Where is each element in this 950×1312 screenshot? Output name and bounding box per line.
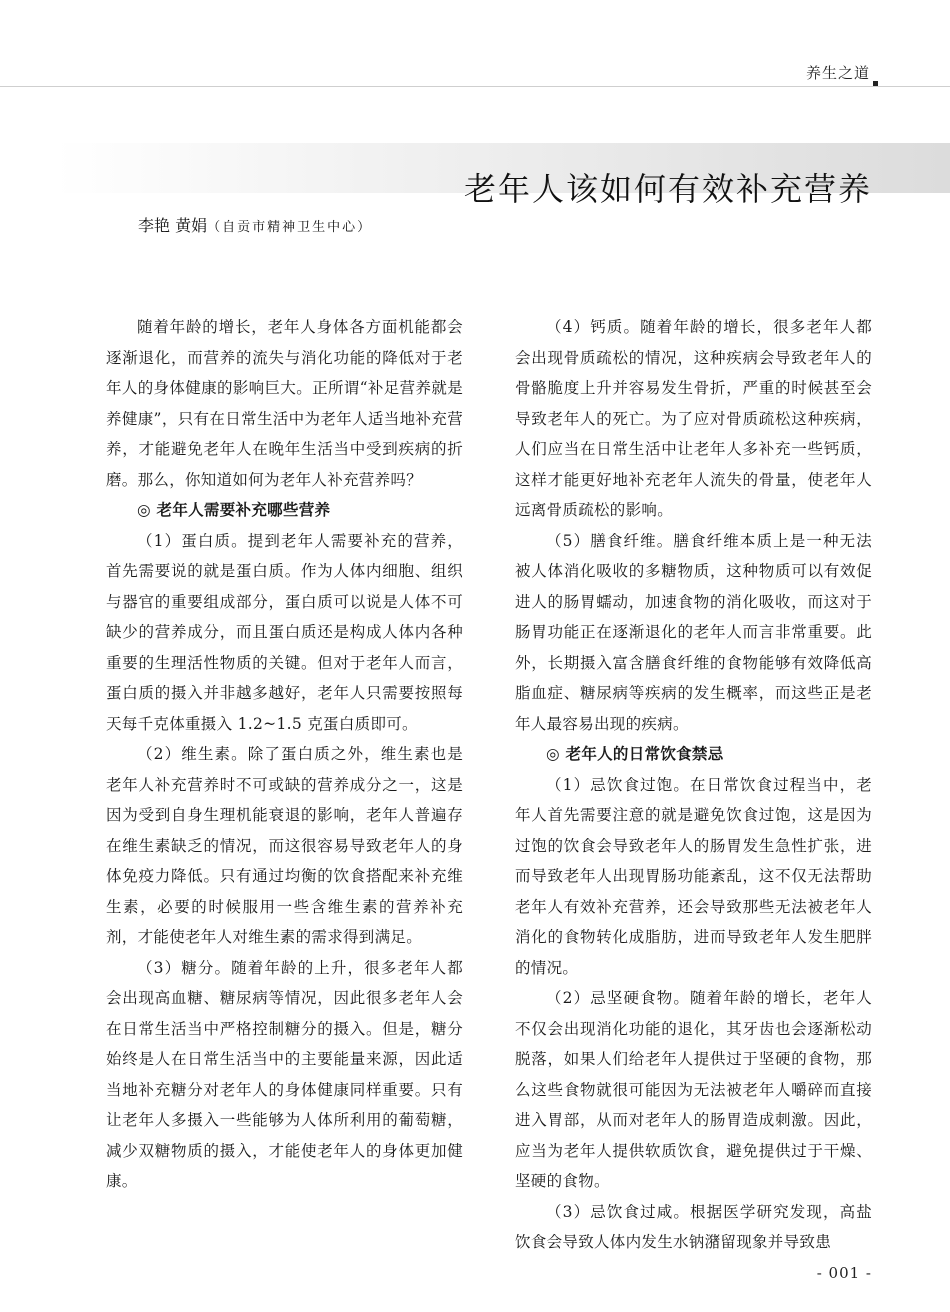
article-title: 老年人该如何有效补充营养: [463, 170, 872, 209]
left-column: [106, 312, 463, 1197]
section-heading-nutrients: ◎ 老年人需要补充哪些营养: [137, 501, 331, 519]
header-rule: [0, 86, 950, 87]
running-head: 养生之道: [805, 64, 870, 82]
paragraph-overeat: （1）忌饮食过饱。在日常饮食过程当中，老年人首先需要注意的就是避免饮食过饱，这是因为过饱的饮食会导致老年人的肠胃发生急性扩张，进而导致老年人出现胃肠功能紊乱，这不仅无法帮助老年人有效补充营养，还会导致那些无法被老年人消化的食物转化成脂肪，进而导致老年人发生肥胖的情况。: [515, 775, 872, 977]
author-affiliation: （自贡市精神卫生中心）: [207, 220, 373, 235]
paragraph-fiber: （5）膳食纤维。膳食纤维本质上是一种无法被人体消化吸收的多糖物质，这种物质可以有效促进人的肠胃蠕动，加速食物的消化吸收，而这对于肠胃功能正在逐渐退化的老年人而言非常重要。此外，长期摄入富含膳食纤维的食物能够有效降低高脂血症、糖尿病等疾病的发生概率，而这些正是老年人最容易出现的疾病。: [515, 531, 872, 733]
paragraph-salty: （3）忌饮食过咸。根据医学研究发现，高盐饮食会导致人体内发生水钠潴留现象并导致患: [515, 1202, 872, 1251]
paragraph-vitamin: （2）维生素。除了蛋白质之外，维生素也是老年人补充营养时不可或缺的营养成分之一，这是因为受到自身生理机能衰退的影响，老年人普遍存在维生素缺乏的情况，而这很容易导致老年人的身体免疫力降低。只有通过均衡的饮食搭配来补充维生素，必要的时候服用一些含维生素的营养补充剂，才能使老年人对维生素的需求得到满足。: [106, 745, 463, 946]
author-names: 李艳 黄娟: [138, 216, 208, 235]
paragraph-sugar: （3）糖分。随着年龄的上升，很多老年人都会出现高血糖、糖尿病等情况，因此很多老年人会在日常生活当中严格控制糖分的摄入。但是，糖分始终是人在日常生活当中的主要能量来源，因此适当地补充糖分对老年人的身体健康同样重要。只有让老年人多摄入一些能够为人体所利用的葡萄糖，减少双糖物质的摄入，才能使老年人的身体更加健康。: [106, 958, 463, 1190]
paragraph-calcium: （4）钙质。随着年龄的增长，很多老年人都会出现骨质疏松的情况，这种疾病会导致老年人的骨骼脆度上升并容易发生骨折，严重的时候甚至会导致老年人的死亡。为了应对骨质疏松这种疾病，人们应当在日常生活中让老年人多补充一些钙质，这样才能更好地补充老年人流失的骨量，使老年人远离骨质疏松的影响。: [515, 318, 872, 519]
page-number: - 001 -: [816, 1264, 872, 1282]
paragraph-hard-food: （2）忌坚硬食物。随着年龄的增长，老年人不仅会出现消化功能的退化，其牙齿也会逐渐松动脱落，如果人们给老年人提供过于坚硬的食物，那么这些食物就很可能因为无法被老年人嚼碎而直接进入胃部，从而对老年人的肠胃造成刺激。因此，应当为老年人提供软质饮食，避免提供过于干燥、坚硬的食物。: [515, 989, 872, 1190]
section-heading-taboos: ◎ 老年人的日常饮食禁忌: [546, 745, 724, 763]
intro-paragraph: 随着年龄的增长，老年人身体各方面机能都会逐渐退化，而营养的流失与消化功能的降低对于老年人的身体健康的影响巨大。正所谓“补足营养就是养健康”，只有在日常生活中为老年人适当地补充营养，才能避免老年人在晚年生活当中受到疾病的折磨。那么，你知道如何为老年人补充营养吗？: [106, 318, 463, 489]
paragraph-protein: （1）蛋白质。提到老年人需要补充的营养，首先需要说的就是蛋白质。作为人体内细胞、组织与器官的重要组成部分，蛋白质可以说是人体不可缺少的营养成分，而且蛋白质还是构成人体内各种重要的生理活性物质的关键。但对于老年人而言，蛋白质的摄入并非越多越好，老年人只需要按照每天每千克体重摄入 1.2~1.5 克蛋白质即可。: [106, 531, 463, 733]
byline: [138, 213, 372, 236]
right-column: [515, 312, 872, 1258]
